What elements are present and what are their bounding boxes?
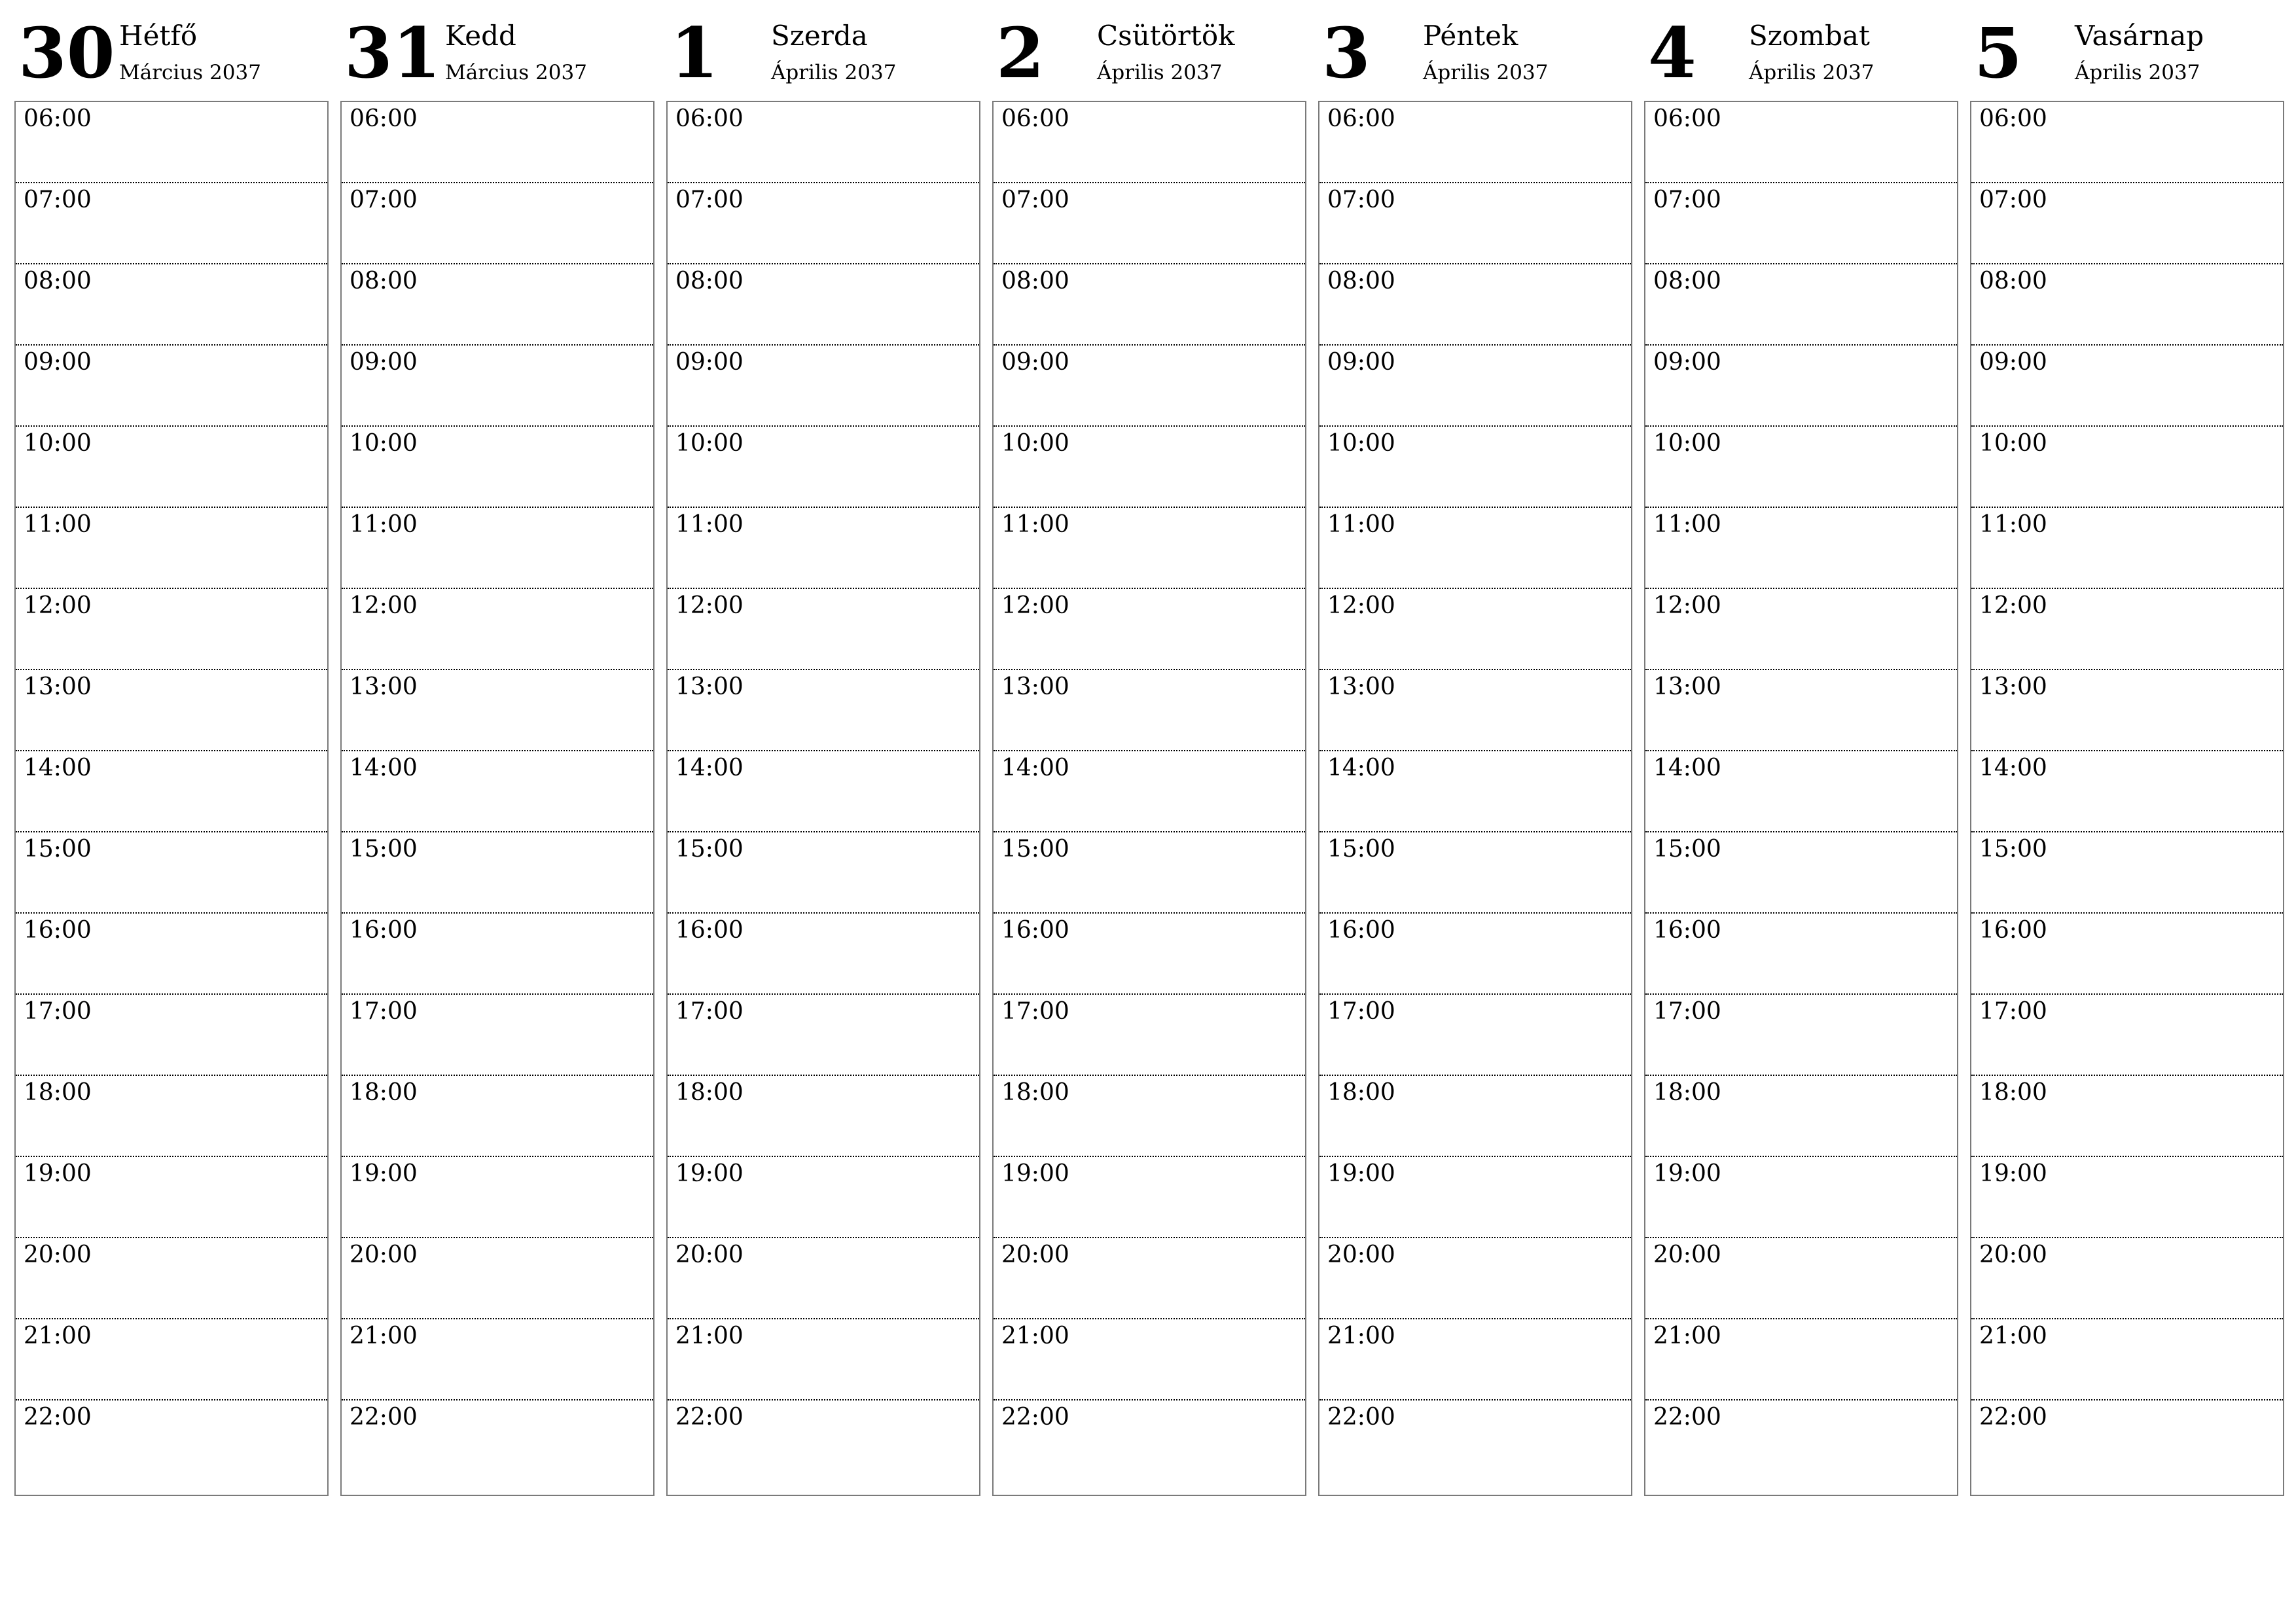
hour-slot[interactable]	[342, 1076, 653, 1157]
hour-slot[interactable]	[16, 1238, 327, 1319]
hour-label: 12:00	[1979, 592, 2047, 619]
hour-slot[interactable]	[994, 1400, 1305, 1482]
hour-label: 18:00	[350, 1079, 418, 1106]
day-header	[340, 0, 655, 98]
day-header	[666, 0, 980, 98]
hour-label: 12:00	[675, 592, 744, 619]
day-month: Március 2037	[445, 61, 587, 84]
hour-slot[interactable]	[668, 427, 979, 508]
hour-label: 16:00	[675, 917, 744, 944]
hour-slot[interactable]	[16, 183, 327, 264]
hour-slot[interactable]	[1645, 1400, 1957, 1482]
hour-slot[interactable]	[668, 832, 979, 914]
hour-slot[interactable]	[342, 589, 653, 670]
hour-slot[interactable]	[342, 264, 653, 346]
hour-label: 20:00	[1327, 1241, 1395, 1268]
hour-label: 06:00	[1327, 105, 1395, 132]
hour-slot[interactable]	[668, 264, 979, 346]
hour-slot[interactable]	[1971, 751, 2283, 832]
day-name: Hétfő	[119, 20, 198, 52]
hour-slot[interactable]	[1971, 508, 2283, 589]
hour-slot[interactable]	[1645, 1157, 1957, 1238]
day-column	[992, 0, 1306, 1505]
hour-slot[interactable]	[994, 264, 1305, 346]
hour-label: 10:00	[1653, 430, 1721, 457]
hour-slot[interactable]	[994, 1157, 1305, 1238]
hour-slot[interactable]	[668, 914, 979, 995]
day-month: Április 2037	[771, 61, 897, 84]
hour-slot[interactable]	[1971, 995, 2283, 1076]
hour-slot[interactable]	[668, 589, 979, 670]
hour-slot[interactable]	[994, 183, 1305, 264]
hour-label: 17:00	[675, 998, 744, 1025]
day-schedule-grid	[14, 101, 329, 1496]
day-header	[1644, 0, 1958, 98]
hour-slot[interactable]	[16, 1157, 327, 1238]
hour-label: 08:00	[350, 268, 418, 294]
hour-label: 22:00	[675, 1404, 744, 1431]
hour-slot[interactable]	[342, 102, 653, 183]
hour-label: 06:00	[1653, 105, 1721, 132]
hour-label: 13:00	[350, 673, 418, 700]
hour-slot[interactable]	[994, 995, 1305, 1076]
hour-label: 22:00	[1001, 1404, 1069, 1431]
hour-label: 15:00	[1979, 836, 2047, 863]
hour-slot[interactable]	[1319, 1400, 1631, 1482]
hour-label: 18:00	[1001, 1079, 1069, 1106]
hour-label: 09:00	[350, 349, 418, 376]
hour-label: 22:00	[24, 1404, 92, 1431]
hour-slot[interactable]	[994, 589, 1305, 670]
hour-slot[interactable]	[1971, 1238, 2283, 1319]
hour-label: 13:00	[1001, 673, 1069, 700]
hour-slot[interactable]	[668, 751, 979, 832]
hour-slot[interactable]	[1645, 427, 1957, 508]
hour-slot[interactable]	[668, 508, 979, 589]
day-number: 1	[670, 12, 719, 94]
hour-slot[interactable]	[668, 995, 979, 1076]
hour-slot[interactable]	[16, 751, 327, 832]
hour-slot[interactable]	[994, 914, 1305, 995]
day-column	[1318, 0, 1632, 1505]
day-schedule-grid	[1970, 101, 2284, 1496]
hour-slot[interactable]	[16, 508, 327, 589]
hour-slot[interactable]	[1971, 914, 2283, 995]
day-name: Csütörtök	[1097, 20, 1235, 52]
hour-slot[interactable]	[1319, 751, 1631, 832]
hour-label: 14:00	[1979, 755, 2047, 781]
hour-label: 09:00	[1327, 349, 1395, 376]
hour-label: 11:00	[1327, 511, 1395, 538]
hour-slot[interactable]	[1645, 832, 1957, 914]
hour-slot[interactable]	[16, 264, 327, 346]
hour-slot[interactable]	[668, 1319, 979, 1400]
hour-label: 11:00	[1979, 511, 2047, 538]
day-header	[992, 0, 1306, 98]
hour-slot[interactable]	[342, 183, 653, 264]
hour-slot[interactable]	[1645, 1319, 1957, 1400]
hour-label: 10:00	[675, 430, 744, 457]
hour-slot[interactable]	[1319, 1076, 1631, 1157]
day-number: 4	[1648, 12, 1696, 94]
hour-slot[interactable]	[1645, 1238, 1957, 1319]
hour-slot[interactable]	[1645, 102, 1957, 183]
hour-label: 15:00	[1001, 836, 1069, 863]
hour-label: 17:00	[350, 998, 418, 1025]
hour-label: 14:00	[1001, 755, 1069, 781]
hour-label: 19:00	[1979, 1160, 2047, 1187]
hour-slot[interactable]	[342, 1238, 653, 1319]
hour-slot[interactable]	[668, 1157, 979, 1238]
hour-slot[interactable]	[16, 589, 327, 670]
hour-slot[interactable]	[1645, 995, 1957, 1076]
hour-slot[interactable]	[16, 1076, 327, 1157]
hour-label: 16:00	[350, 917, 418, 944]
hour-label: 10:00	[1001, 430, 1069, 457]
hour-slot[interactable]	[1971, 1319, 2283, 1400]
day-number: 31	[344, 12, 441, 94]
hour-label: 06:00	[1979, 105, 2047, 132]
hour-slot[interactable]	[1645, 670, 1957, 751]
hour-label: 22:00	[1979, 1404, 2047, 1431]
hour-slot[interactable]	[1645, 183, 1957, 264]
hour-slot[interactable]	[1645, 264, 1957, 346]
hour-label: 10:00	[24, 430, 92, 457]
hour-label: 07:00	[350, 187, 418, 213]
hour-slot[interactable]	[1645, 346, 1957, 427]
hour-label: 06:00	[1001, 105, 1069, 132]
hour-label: 19:00	[1001, 1160, 1069, 1187]
hour-label: 06:00	[24, 105, 92, 132]
hour-slot[interactable]	[1645, 751, 1957, 832]
day-column	[1970, 0, 2284, 1505]
day-schedule-grid	[1644, 101, 1958, 1496]
hour-label: 18:00	[1979, 1079, 2047, 1106]
hour-slot[interactable]	[1971, 1157, 2283, 1238]
hour-label: 15:00	[675, 836, 744, 863]
hour-slot[interactable]	[1319, 589, 1631, 670]
hour-slot[interactable]	[16, 1319, 327, 1400]
hour-label: 09:00	[675, 349, 744, 376]
hour-label: 08:00	[1327, 268, 1395, 294]
hour-label: 13:00	[1653, 673, 1721, 700]
hour-label: 08:00	[24, 268, 92, 294]
hour-slot[interactable]	[1971, 427, 2283, 508]
hour-label: 21:00	[24, 1323, 92, 1349]
hour-slot[interactable]	[668, 670, 979, 751]
hour-slot[interactable]	[16, 1400, 327, 1482]
hour-slot[interactable]	[994, 670, 1305, 751]
hour-label: 06:00	[350, 105, 418, 132]
hour-label: 16:00	[24, 917, 92, 944]
day-column	[1644, 0, 1958, 1505]
hour-label: 17:00	[1653, 998, 1721, 1025]
hour-label: 08:00	[1653, 268, 1721, 294]
hour-label: 14:00	[1327, 755, 1395, 781]
hour-slot[interactable]	[668, 1076, 979, 1157]
hour-label: 17:00	[1001, 998, 1069, 1025]
day-name: Vasárnap	[2075, 20, 2204, 52]
hour-slot[interactable]	[1971, 1076, 2283, 1157]
hour-slot[interactable]	[994, 346, 1305, 427]
hour-label: 07:00	[1001, 187, 1069, 213]
day-number: 5	[1974, 12, 2022, 94]
hour-label: 20:00	[24, 1241, 92, 1268]
day-header	[1970, 0, 2284, 98]
hour-label: 22:00	[1327, 1404, 1395, 1431]
day-column	[14, 0, 329, 1505]
day-number: 2	[996, 12, 1045, 94]
hour-label: 20:00	[1001, 1241, 1069, 1268]
hour-slot[interactable]	[1645, 589, 1957, 670]
hour-slot[interactable]	[16, 427, 327, 508]
hour-slot[interactable]	[342, 914, 653, 995]
hour-slot[interactable]	[342, 427, 653, 508]
hour-label: 21:00	[1001, 1323, 1069, 1349]
hour-label: 10:00	[350, 430, 418, 457]
hour-label: 07:00	[1653, 187, 1721, 213]
hour-label: 07:00	[1327, 187, 1395, 213]
hour-label: 10:00	[1327, 430, 1395, 457]
hour-slot[interactable]	[1971, 183, 2283, 264]
hour-label: 18:00	[1653, 1079, 1721, 1106]
day-header	[14, 0, 329, 98]
hour-label: 19:00	[1327, 1160, 1395, 1187]
hour-slot[interactable]	[1319, 1157, 1631, 1238]
day-number: 3	[1322, 12, 1371, 94]
hour-slot[interactable]	[1319, 832, 1631, 914]
hour-label: 13:00	[1979, 673, 2047, 700]
hour-slot[interactable]	[16, 102, 327, 183]
hour-label: 16:00	[1001, 917, 1069, 944]
hour-slot[interactable]	[1645, 1076, 1957, 1157]
hour-label: 11:00	[350, 511, 418, 538]
hour-slot[interactable]	[1319, 670, 1631, 751]
hour-slot[interactable]	[668, 102, 979, 183]
day-schedule-grid	[1318, 101, 1632, 1496]
hour-label: 15:00	[1327, 836, 1395, 863]
hour-label: 20:00	[675, 1241, 744, 1268]
hour-label: 07:00	[24, 187, 92, 213]
hour-label: 19:00	[350, 1160, 418, 1187]
hour-slot[interactable]	[16, 346, 327, 427]
day-column	[666, 0, 980, 1505]
hour-label: 16:00	[1327, 917, 1395, 944]
day-month: Április 2037	[1423, 61, 1549, 84]
hour-label: 21:00	[675, 1323, 744, 1349]
hour-slot[interactable]	[1319, 264, 1631, 346]
hour-slot[interactable]	[342, 751, 653, 832]
day-name: Szerda	[771, 20, 868, 52]
hour-label: 22:00	[350, 1404, 418, 1431]
hour-label: 07:00	[675, 187, 744, 213]
hour-slot[interactable]	[342, 832, 653, 914]
hour-label: 09:00	[1001, 349, 1069, 376]
hour-slot[interactable]	[1319, 427, 1631, 508]
day-header	[1318, 0, 1632, 98]
hour-label: 18:00	[1327, 1079, 1395, 1106]
hour-slot[interactable]	[1319, 346, 1631, 427]
hour-label: 14:00	[675, 755, 744, 781]
hour-slot[interactable]	[1645, 914, 1957, 995]
hour-label: 11:00	[675, 511, 744, 538]
hour-label: 21:00	[1327, 1323, 1395, 1349]
hour-slot[interactable]	[994, 427, 1305, 508]
hour-slot[interactable]	[1319, 508, 1631, 589]
day-month: Április 2037	[1749, 61, 1874, 84]
hour-slot[interactable]	[342, 1157, 653, 1238]
day-month: Április 2037	[1097, 61, 1223, 84]
hour-label: 09:00	[1653, 349, 1721, 376]
hour-slot[interactable]	[994, 1319, 1305, 1400]
hour-label: 09:00	[1979, 349, 2047, 376]
hour-slot[interactable]	[1971, 832, 2283, 914]
hour-slot[interactable]	[668, 346, 979, 427]
hour-label: 11:00	[1653, 511, 1721, 538]
hour-label: 12:00	[350, 592, 418, 619]
day-schedule-grid	[666, 101, 980, 1496]
hour-label: 14:00	[350, 755, 418, 781]
hour-label: 14:00	[24, 755, 92, 781]
hour-slot[interactable]	[994, 751, 1305, 832]
hour-slot[interactable]	[1319, 995, 1631, 1076]
hour-slot[interactable]	[1971, 670, 2283, 751]
hour-label: 12:00	[1653, 592, 1721, 619]
hour-label: 12:00	[24, 592, 92, 619]
hour-label: 08:00	[1001, 268, 1069, 294]
hour-label: 16:00	[1653, 917, 1721, 944]
hour-label: 16:00	[1979, 917, 2047, 944]
hour-slot[interactable]	[16, 914, 327, 995]
hour-slot[interactable]	[342, 1400, 653, 1482]
day-name: Kedd	[445, 20, 516, 52]
hour-label: 06:00	[675, 105, 744, 132]
hour-label: 19:00	[24, 1160, 92, 1187]
hour-label: 12:00	[1001, 592, 1069, 619]
hour-slot[interactable]	[994, 508, 1305, 589]
day-number: 30	[18, 12, 115, 94]
day-name: Szombat	[1749, 20, 1870, 52]
hour-slot[interactable]	[16, 995, 327, 1076]
day-schedule-grid	[992, 101, 1306, 1496]
hour-slot[interactable]	[342, 346, 653, 427]
day-name: Péntek	[1423, 20, 1518, 52]
hour-label: 08:00	[1979, 268, 2047, 294]
hour-slot[interactable]	[994, 832, 1305, 914]
hour-label: 17:00	[1327, 998, 1395, 1025]
hour-slot[interactable]	[342, 508, 653, 589]
hour-label: 20:00	[1653, 1241, 1721, 1268]
day-month: Április 2037	[2075, 61, 2200, 84]
hour-label: 10:00	[1979, 430, 2047, 457]
hour-slot[interactable]	[668, 1238, 979, 1319]
hour-label: 13:00	[24, 673, 92, 700]
hour-slot[interactable]	[1971, 589, 2283, 670]
hour-label: 11:00	[24, 511, 92, 538]
hour-slot[interactable]	[668, 183, 979, 264]
hour-slot[interactable]	[342, 1319, 653, 1400]
hour-label: 08:00	[675, 268, 744, 294]
hour-label: 12:00	[1327, 592, 1395, 619]
hour-slot[interactable]	[1971, 264, 2283, 346]
hour-slot[interactable]	[1319, 914, 1631, 995]
hour-slot[interactable]	[1971, 1400, 2283, 1482]
day-column	[340, 0, 655, 1505]
hour-slot[interactable]	[1319, 1238, 1631, 1319]
hour-label: 09:00	[24, 349, 92, 376]
day-schedule-grid	[340, 101, 655, 1496]
hour-label: 17:00	[24, 998, 92, 1025]
hour-label: 19:00	[1653, 1160, 1721, 1187]
hour-slot[interactable]	[342, 995, 653, 1076]
hour-label: 22:00	[1653, 1404, 1721, 1431]
hour-label: 11:00	[1001, 511, 1069, 538]
hour-slot[interactable]	[994, 1238, 1305, 1319]
hour-slot[interactable]	[1319, 183, 1631, 264]
hour-label: 13:00	[1327, 673, 1395, 700]
hour-slot[interactable]	[668, 1400, 979, 1482]
hour-label: 15:00	[350, 836, 418, 863]
day-month: Március 2037	[119, 61, 261, 84]
hour-label: 20:00	[350, 1241, 418, 1268]
hour-slot[interactable]	[342, 670, 653, 751]
hour-slot[interactable]	[1319, 102, 1631, 183]
hour-label: 18:00	[24, 1079, 92, 1106]
hour-slot[interactable]	[1319, 1319, 1631, 1400]
hour-slot[interactable]	[1645, 508, 1957, 589]
hour-label: 21:00	[350, 1323, 418, 1349]
hour-label: 19:00	[675, 1160, 744, 1187]
hour-label: 15:00	[1653, 836, 1721, 863]
hour-slot[interactable]	[994, 102, 1305, 183]
hour-slot[interactable]	[16, 670, 327, 751]
hour-label: 13:00	[675, 673, 744, 700]
hour-label: 20:00	[1979, 1241, 2047, 1268]
hour-label: 14:00	[1653, 755, 1721, 781]
hour-label: 15:00	[24, 836, 92, 863]
hour-slot[interactable]	[994, 1076, 1305, 1157]
hour-slot[interactable]	[16, 832, 327, 914]
hour-slot[interactable]	[1971, 102, 2283, 183]
hour-label: 17:00	[1979, 998, 2047, 1025]
hour-label: 18:00	[675, 1079, 744, 1106]
hour-label: 07:00	[1979, 187, 2047, 213]
hour-label: 21:00	[1653, 1323, 1721, 1349]
hour-label: 21:00	[1979, 1323, 2047, 1349]
hour-slot[interactable]	[1971, 346, 2283, 427]
